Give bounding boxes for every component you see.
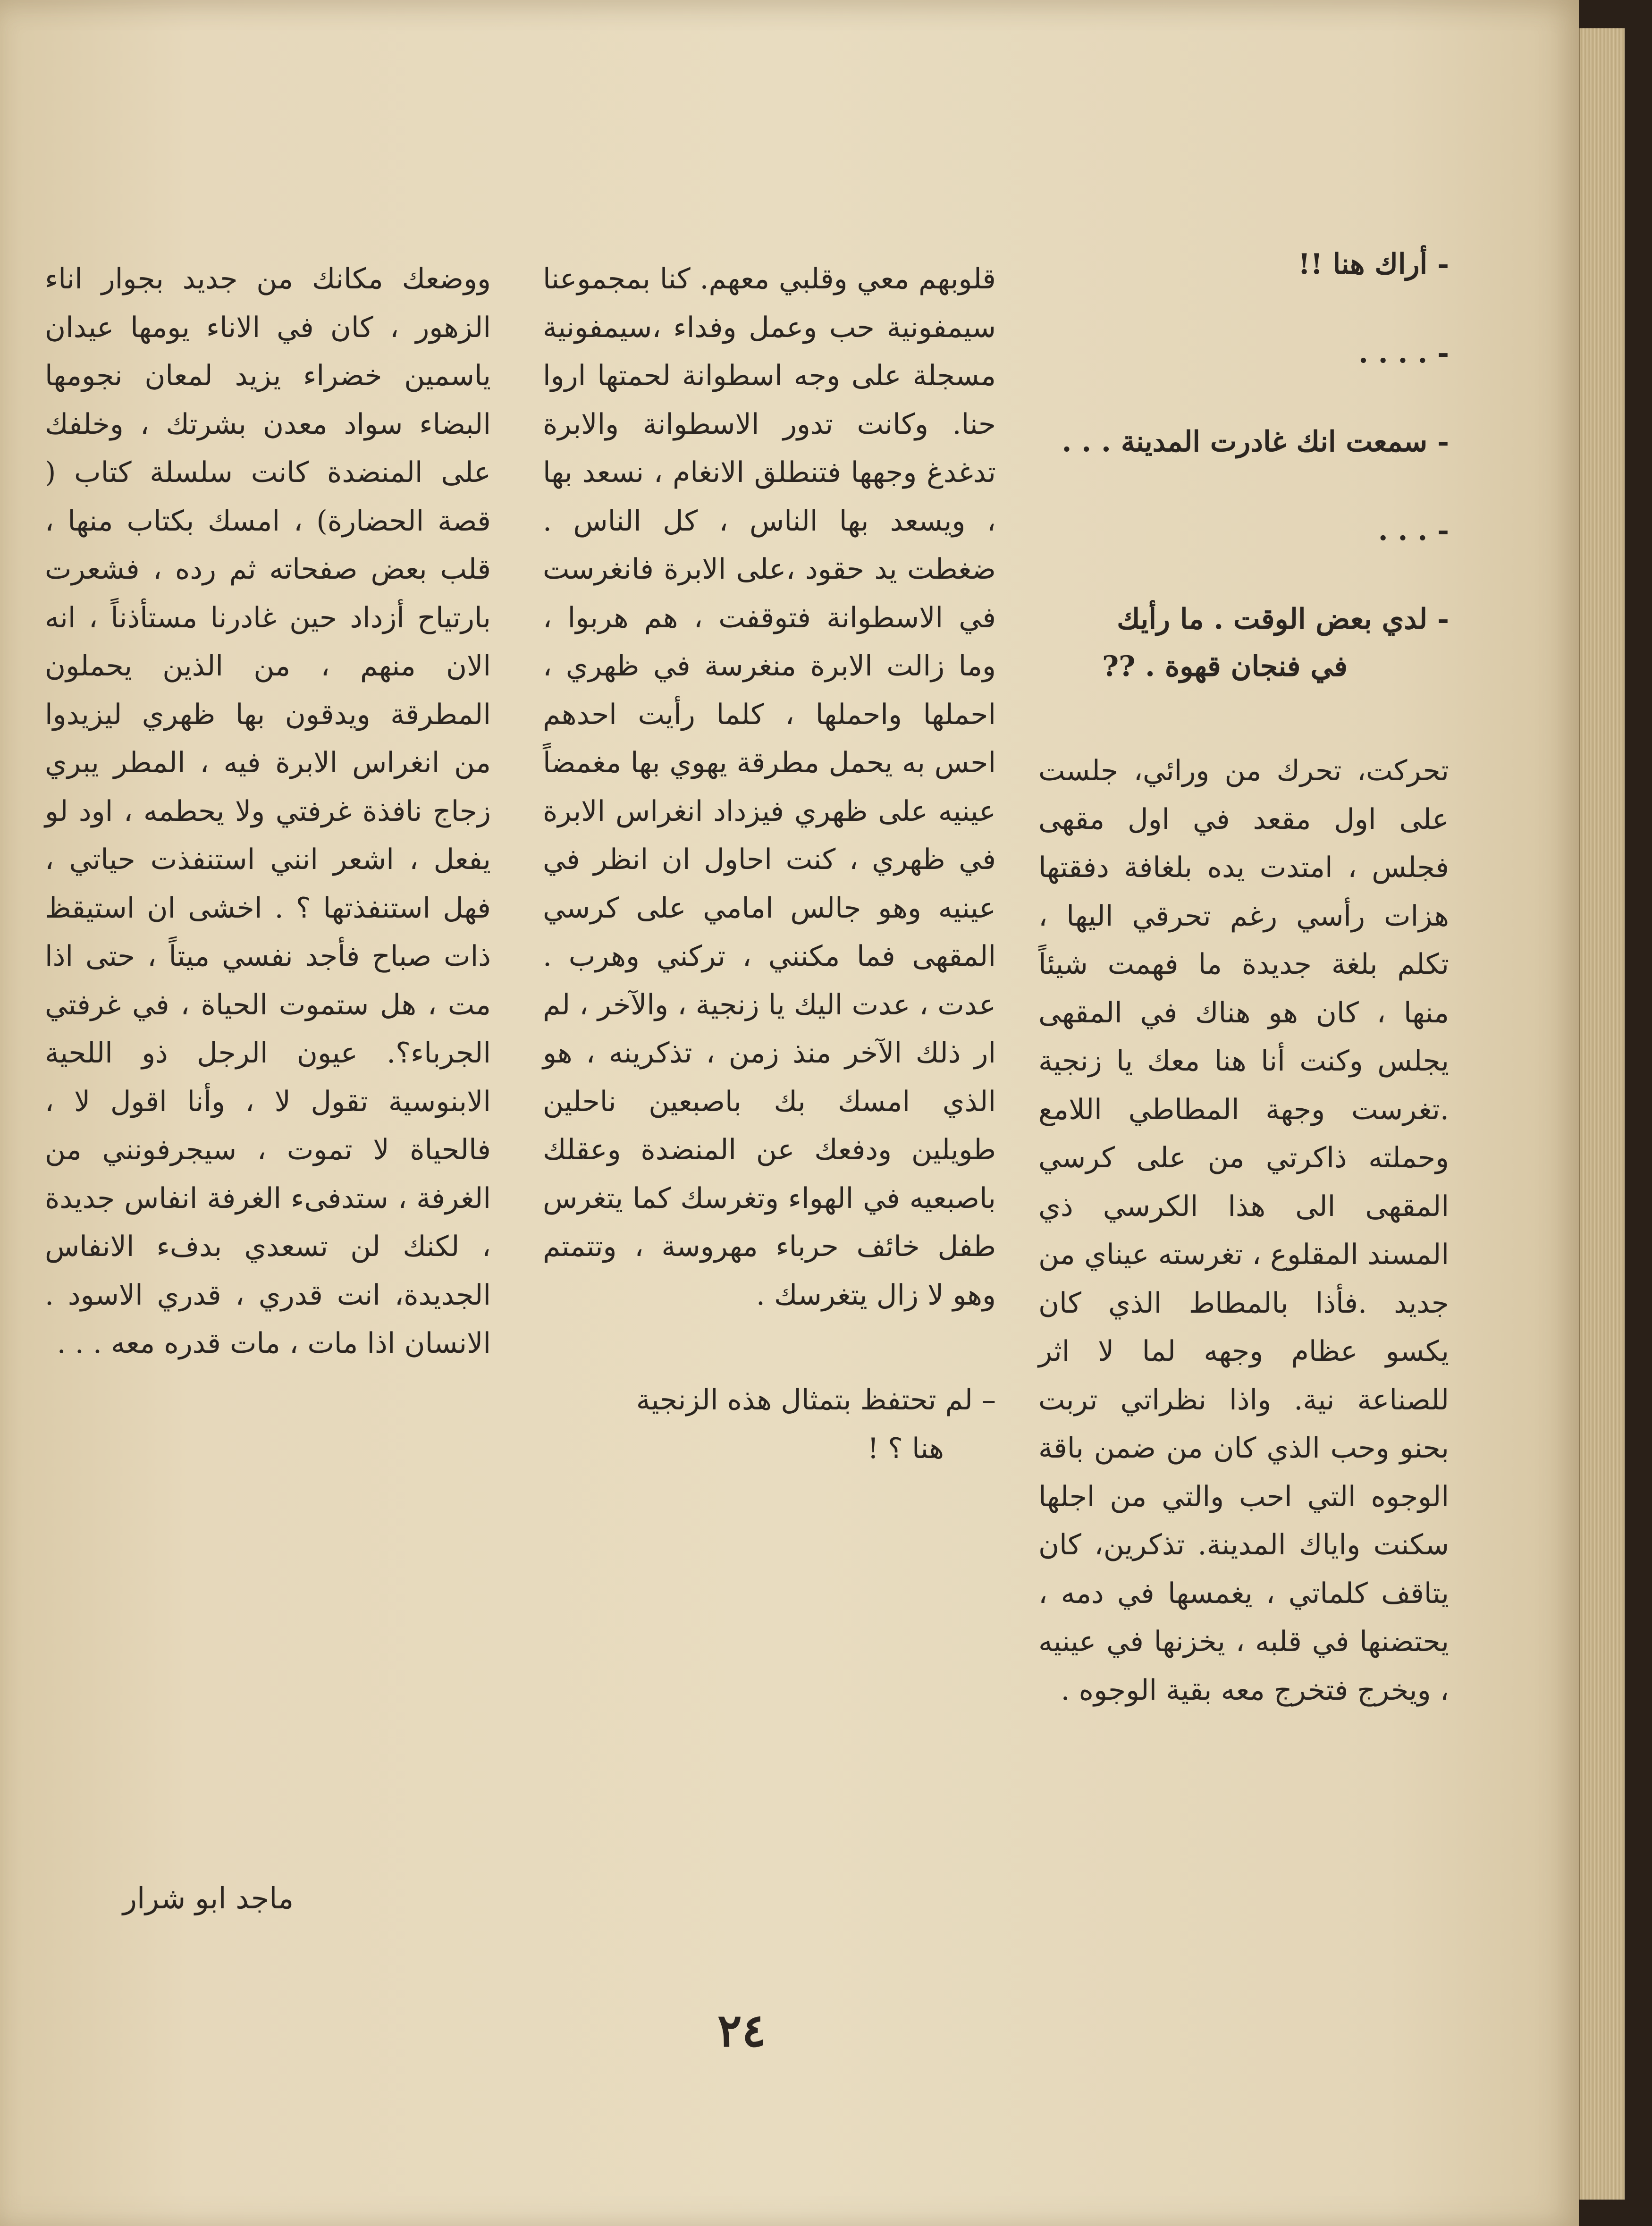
- middle-column: [543, 255, 996, 1473]
- dialog-line: – لم تحتفظ بتمثال هذه الزنجية: [636, 1383, 996, 1417]
- dialog-line: في فنجان قهوة . ??: [1102, 650, 1348, 683]
- paragraph: قلوبهم معي وقلبي معهم. كنا بمجموعنا سيمفونية حب وعمل وفداء ،سيمفونية مسجلة على وجه اسطوانة لحمتها اروا حنا. وكانت تدور الاسطوانة والابرة تدغدغ وجهها فتنطلق الانغام ، نسعد بها ، ويسعد بها الناس ، كل الناس . ضغطت يد حقود ،على الابرة فانغرست في الاسطوانة فتوقفت ، هم هربوا ، وما زالت الابرة منغرسة في ظهري ، احملها واحملها ، كلما رأيت احدهم احس به يحمل مطرقة يهوي بها مغمضاً عينيه على ظهري فيزداد انغراس الابرة في ظهري ، كنت احاول ان انظر في عينيه وهو جالس امامي على كرسي المقهى فما مكنني ، تركني وهرب . عدت ، عدت اليك يا زنجية ، والآخر ، لم ار ذلك الآخر منذ زمن ، تذكرينه ، هو الذي امسك بك باصبعين ناحلين طويلين ودفعك عن المنضدة وعقلك باصبعيه في الهواء وتغرسك كما يتغرس طفل خائف حرباء مهروسة ، وتتمتم وهو لا زال يتغرسك .: [543, 262, 996, 1312]
- dialog-line: - سمعت انك غادرت المدينة . . .: [1062, 425, 1449, 458]
- paragraph: ووضعك مكانك من جديد بجوار اناء الزهور ، كان في الاناء يومها عيدان ياسمين خضراء يزيد لمعان نجومها البضاء سواد معدن بشرتك ، وخلفك على المنضدة كانت سلسلة كتاب ( قصة الحضارة) ، امسك بكتاب منها ، قلب بعض صفحاته ثم رده ، فشعرت بارتياح أزداد حين غادرنا مستأذناً ، انه الان منهم ، من الذين يحملون المطرقة ويدقون بها ظهري ليزيدوا من انغراس الابرة فيه ، المطر يبري زجاج نافذة غرفتي ولا يحطمه ، اود لو يفعل ، اشعر انني استنفذت حياتي ، فهل استنفذتها ؟ . اخشى ان استيقظ ذات صباح فأجد نفسي ميتاً ، حتى اذا مت ، هل ستموت الحياة ، في غرفتي الجرباء؟. عيون الرجل ذو اللحية الابنوسية تقول لا ، وأنا اقول لا ، فالحياة لا تموت ، سيجرفونني من الغرفة ، ستدفىء الغرفة انفاس جديدة ، لكنك لن تسعدي بدفء الانفاس الجديدة، انت قدري ، قدري الاسود . الانسان اذا مات ، مات قدره معه . . .: [45, 262, 491, 1360]
- dialog-line: هنا ؟ !: [867, 1432, 944, 1465]
- page-number: ٢٤: [717, 2004, 767, 2057]
- author-signature: ماجد ابو شرار: [123, 1881, 294, 1915]
- dialog-line: - . . .: [1378, 514, 1449, 547]
- paragraph: تحركت، تحرك من ورائي، جلست على اول مقعد في اول مقهى فجلس ، امتدت يده بلغافة دفقتها هزات رأسي رغم تحرقي اليها ، تكلم بلغة جديدة ما فهمت شيئاً منها ، كان هو هناك في المقهى يجلس وكنت أنا هنا معك يا زنجية .تغرست وجهة المطاطي اللامع وحملته ذاكرتي من على كرسي المقهى الى هذا الكرسي ذي المسند المقلوع ، تغرسته عيناي من جديد .فأذا بالمطاط الذي كان يكسو عظام وجهه لما لا اثر للصناعة نية. واذا نظراتي تربت بحنو وحب الذي كان من ضمن باقة الوجوه التي احب والتي من اجلها سكنت واياك المدينة. تذكرين، كان يتاقف كلماتي ، يغمسها في دمه ، يحتضنها في قلبه ، يخزنها في عينيه ، ويخرج فتخرج معه بقية الوجوه .: [1038, 754, 1449, 1707]
- dialog-line: - . . . .: [1358, 337, 1449, 370]
- right-column: [1038, 241, 1449, 1714]
- spacer: [543, 1319, 996, 1376]
- page-stack-edge: [1579, 28, 1625, 2200]
- dialog-block: [1038, 241, 1449, 690]
- left-column: [45, 255, 491, 1368]
- dialog-line: - لدي بعض الوقت . ما رأيك: [1117, 603, 1449, 636]
- dialog-line: - أراك هنا !!: [1298, 248, 1449, 281]
